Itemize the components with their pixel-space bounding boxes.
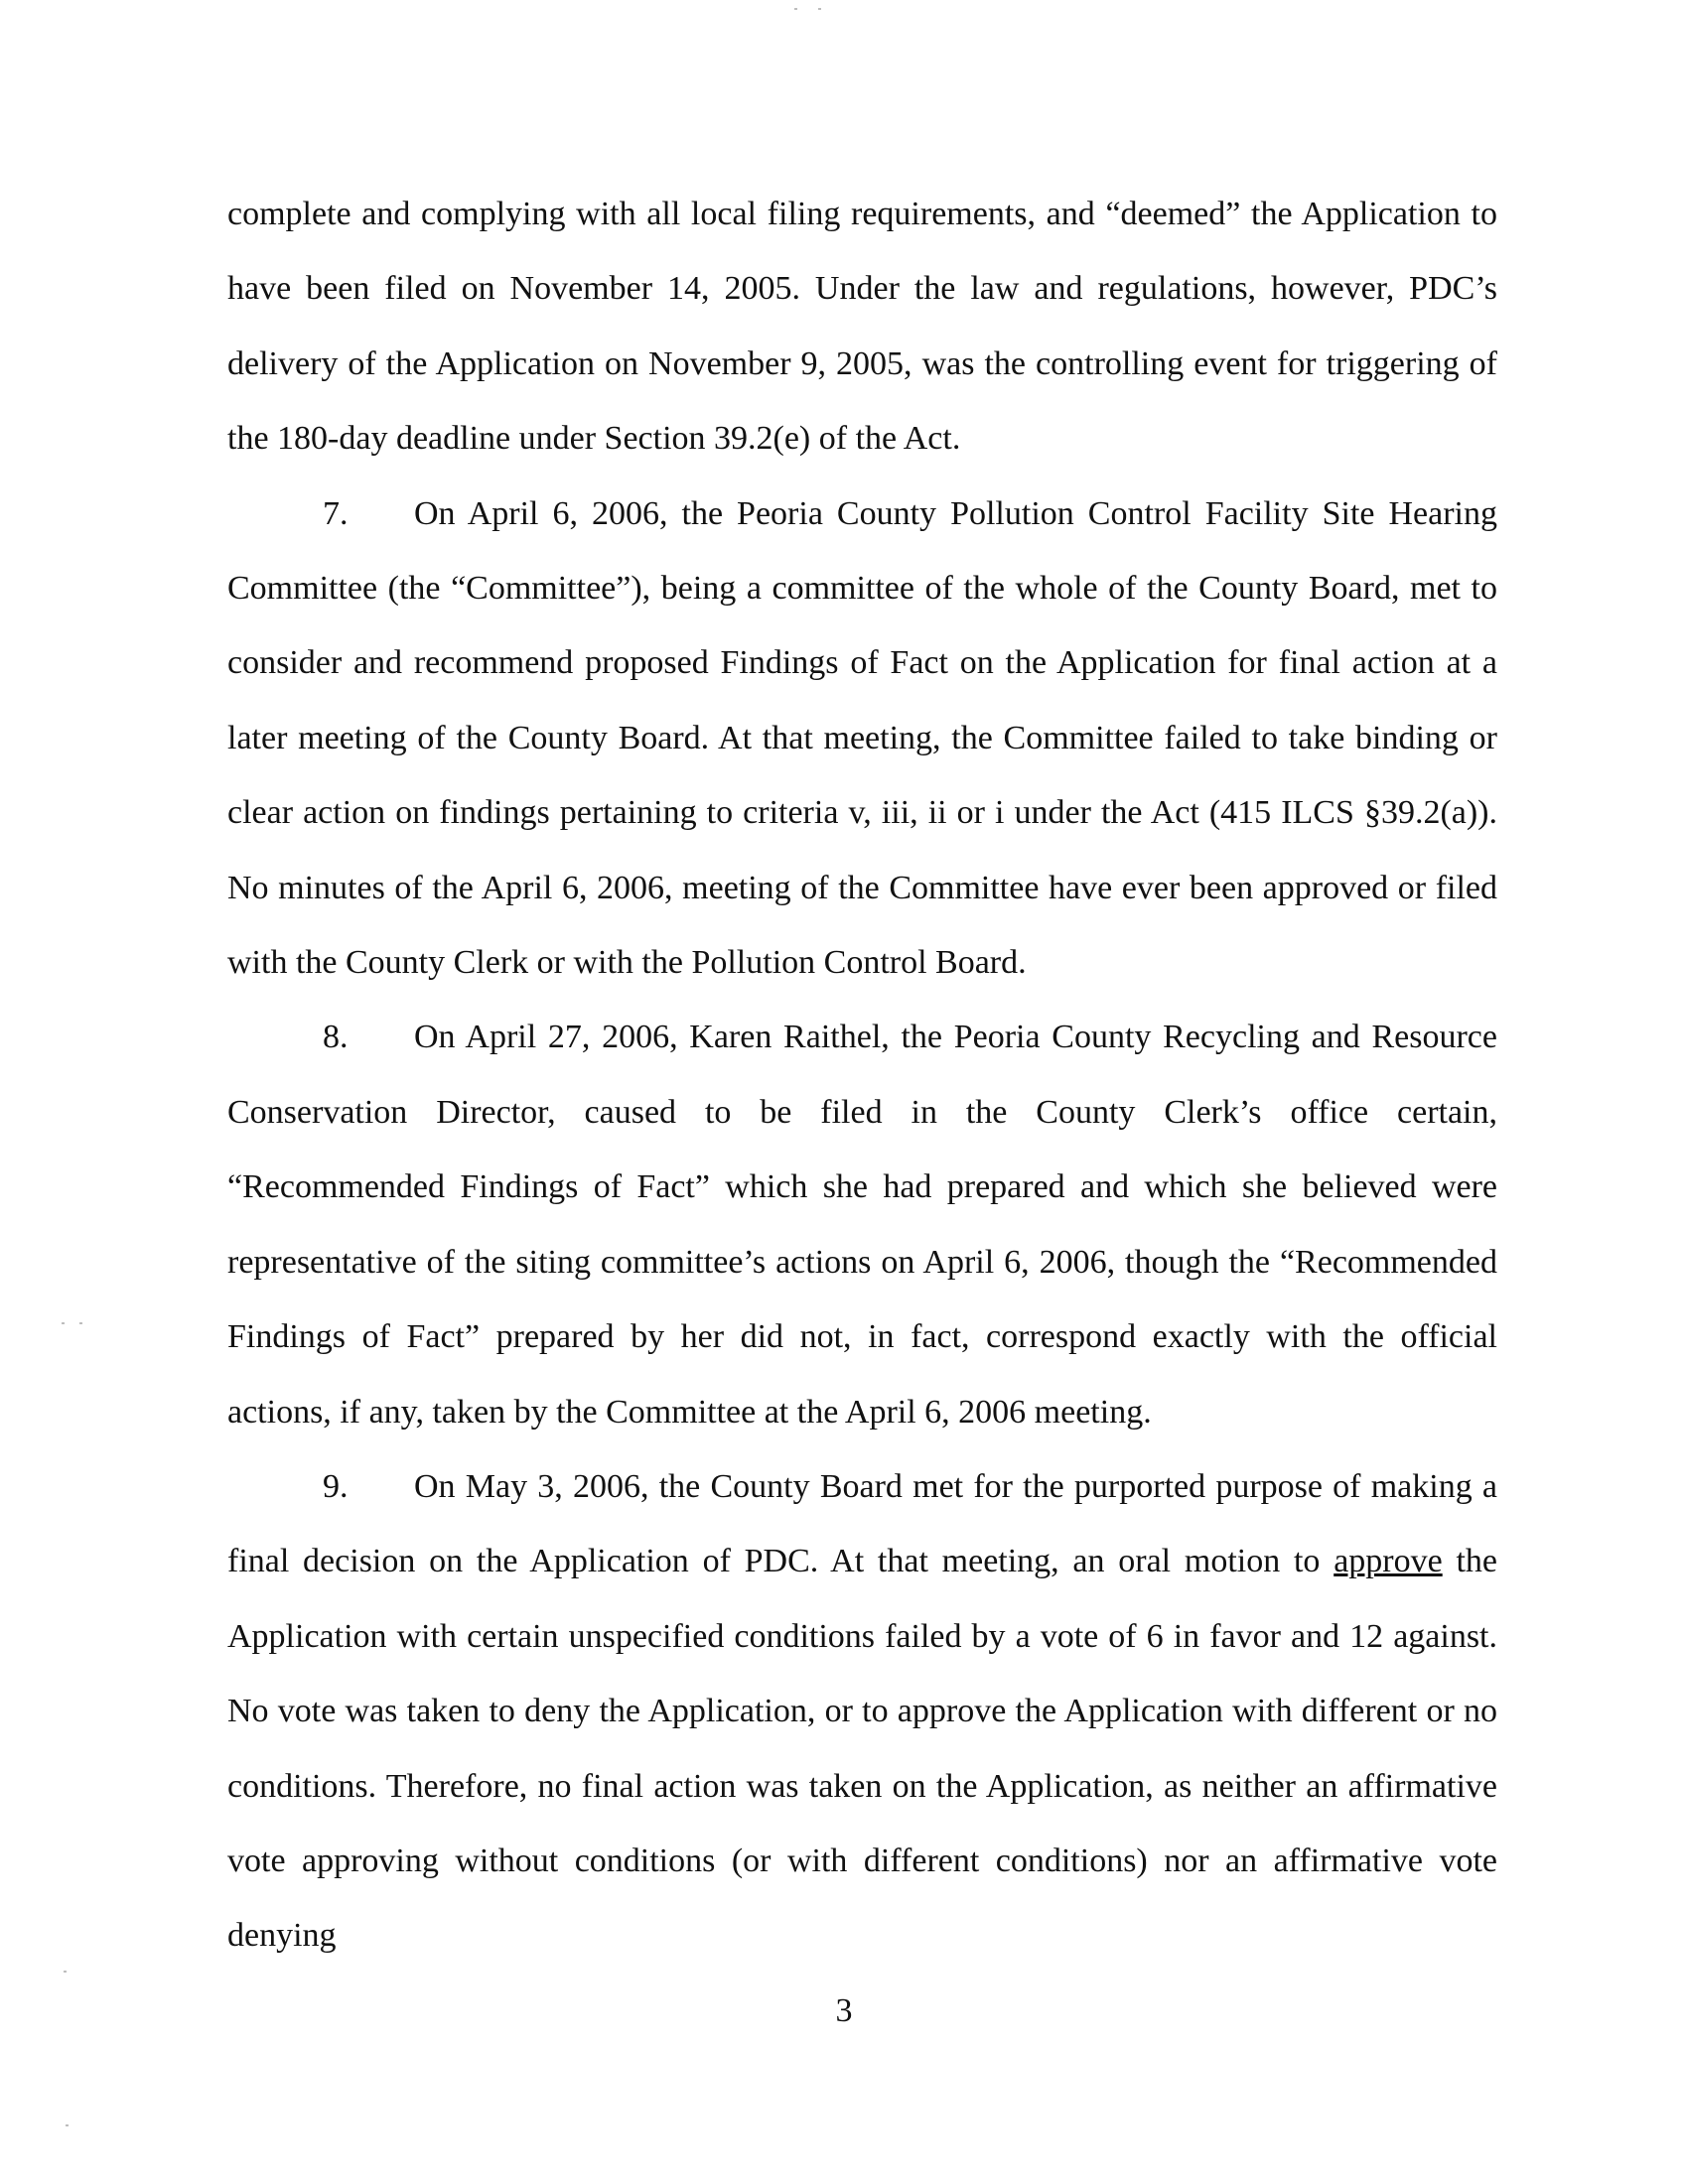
scan-speck: [794, 8, 797, 10]
paragraph-text: On April 6, 2006, the Peoria County Pollution Control Facility Site Hearing Committee (the “Committee”), being a committee of the whole of the County Board, met to consider and recommend proposed Findings of Fact on the Application for final action at a later meeting of the County Board. At that meeting, the Committee failed to take binding or clear action on findings pertaining to criteria v, iii, ii or i under the Act (415 ILCS §39.2(a)). No minutes of the April 6, 2006, meeting of the Committee have ever been approved or filed with the County Clerk or with the Pollution Control Board.: [227, 494, 1497, 982]
paragraph-8: [227, 1000, 1497, 1448]
scan-speck: [79, 1322, 82, 1324]
scan-speck: [66, 2124, 69, 2126]
paragraph-text-after: the Application with certain unspecified conditions failed by a vote of 6 in favor and 12 against. No vote was taken to deny the Application, or to approve the Application with different or no conditions. Therefore, no final action was taken on the Application, as neither an affirmative vote approving without conditions (or with different conditions) nor an affirmative vote denying: [227, 1543, 1497, 1955]
body-text: [227, 177, 1497, 1974]
scan-speck: [64, 1971, 67, 1973]
paragraph-7: [227, 477, 1497, 1001]
paragraph-number: 8.: [323, 1019, 349, 1056]
page-number: 3: [835, 1992, 853, 2029]
paragraph-9: [227, 1449, 1497, 1974]
paragraph-text: On April 27, 2006, Karen Raithel, the Peoria County Recycling and Resource Conservation Director, caused to be filed in the County Clerk’s office certain, “Recommended Findings of Fact” which she had prepared and which she believed were representative of the siting committee’s actions on April 6, 2006, though the “Recommended Findings of Fact” prepared by her did not, in fact, correspond exactly with the official actions, if any, taken by the Committee at the April 6, 2006 meeting.: [227, 1019, 1497, 1431]
scan-speck: [818, 8, 821, 10]
paragraph-number: 7.: [323, 494, 349, 532]
continuation-paragraph: complete and complying with all local filing requirements, and “deemed” the Application to have been filed on November 14, 2005. Under the law and regulations, however, PDC’s delivery of the Application on November 9, 2005, was the controlling event for triggering of the 180-day deadline under Section 39.2(e) of the Act.: [227, 196, 1497, 458]
underlined-word: approve: [1333, 1543, 1443, 1580]
scan-speck: [62, 1322, 65, 1324]
paragraph-text-before: On May 3, 2006, the County Board met for the purported purpose of making a final decision on the Application of PDC. At that meeting, an oral motion to: [227, 1467, 1497, 1580]
paragraph-number: 9.: [323, 1467, 349, 1505]
